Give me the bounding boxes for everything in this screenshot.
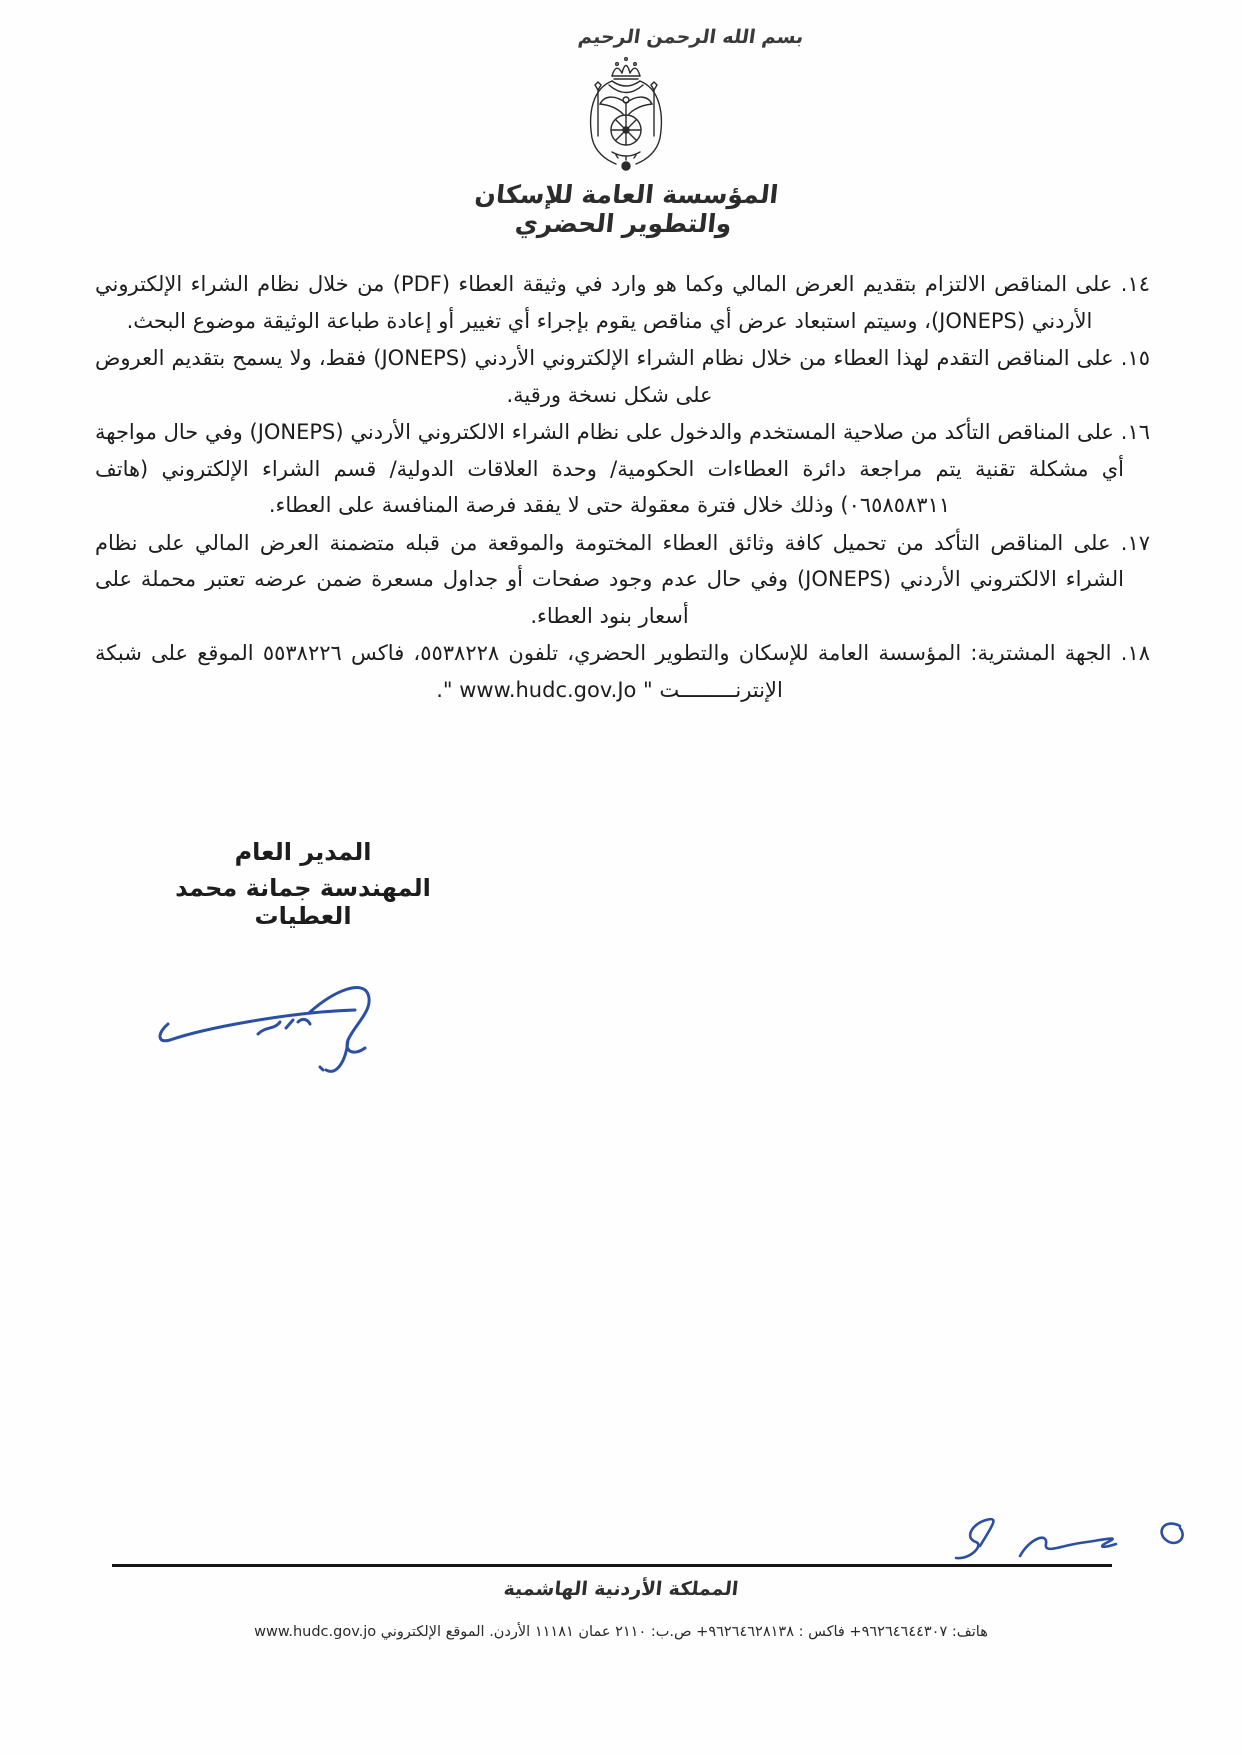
signature-block [138,838,468,930]
item-number: ١٤. [1120,272,1150,296]
item-text: على المناقص التقدم لهذا العطاء من خلال نظام الشراء الإلكتروني الأردني (JONEPS) فقط، ولا يسمح بتقديم العروض على شكل نسخة ورقية. [95,346,1114,407]
footer-contact-line: هاتف: ٩٦٢٦٤٦٤٤٣٠٧+ فاكس : ٩٦٢٦٤٦٢٨١٣٨+ ص.ب: ٢١١٠ عمان ١١١٨١ الأردن. الموقع الإلكتروني www.hudc.gov.jo [254,1624,988,1640]
letter-body [95,266,1150,709]
list-item-16 [95,414,1150,524]
org-name-calligraphy: المؤسسة العامة للإسكان والتطوير الحضري [473,180,780,238]
item-number: ١٨. [1120,641,1150,665]
list-item-15 [95,340,1150,413]
handwritten-signature-icon [150,972,430,1082]
list-item-17 [95,525,1150,635]
signatory-name: المهندسة جمانة محمد العطيات [175,874,431,930]
item-text: على المناقص التأكد من صلاحية المستخدم والدخول على نظام الشراء الالكتروني الأردني (JONEPS) وفي حال مواجهة أي مشكلة تقنية يتم مراجعة دائرة العطاءات الحكومية/ وحدة العلاقات الدولية/ قسم الشراء الإلكتروني (هاتف ٠٦٥٨٥٨٣١١) وذلك خلال فترة معقولة حتى لا يفقد فرصة المنافسة على العطاء. [95,420,1124,517]
basmala-calligraphy: بسم الله الرحمن الرحيم [576,26,806,48]
footer-divider [112,1564,1112,1567]
kingdom-calligraphy: المملكة الأردنية الهاشمية [502,1578,740,1600]
item-text: على المناقص الالتزام بتقديم العرض المالي وكما هو وارد في وثيقة العطاء (PDF) من خلال نظام الشراء الإلكتروني الأردني (JONEPS)، وسيتم استبعاد عرض أي مناقص يقوم بإجراء أي تغيير أو إعادة طباعة الوثيقة موضوع البحث. [95,272,1113,333]
list-item-18 [95,635,1150,708]
jordan-coat-of-arms-icon [576,56,676,172]
item-text: الجهة المشترية: المؤسسة العامة للإسكان والتطوير الحضري، تلفون ٥٥٣٨٢٢٨، فاكس ٥٥٣٨٢٢٦ الموقع على شبكة الإنترنـــــــــت " www.hudc.gov.Jo ". [95,641,1112,702]
list-item-14 [95,266,1150,339]
item-number: ١٦. [1120,420,1150,444]
item-number: ١٧. [1120,530,1150,555]
item-number: ١٥. [1120,346,1150,370]
handwritten-initials-icon [880,1508,1200,1583]
item-text: على المناقص التأكد من تحميل كافة وثائق العطاء المختومة والموقعة من قبله متضمنة العرض المالي على نظام الشراء الالكتروني الأردني (JONEPS) وفي حال عدم وجود صفحات أو جداول مسعرة ضمن عرضه تعتبر محملة على أسعار بنود العطاء. [95,530,1125,628]
signatory-title: المدير العام [234,838,372,866]
